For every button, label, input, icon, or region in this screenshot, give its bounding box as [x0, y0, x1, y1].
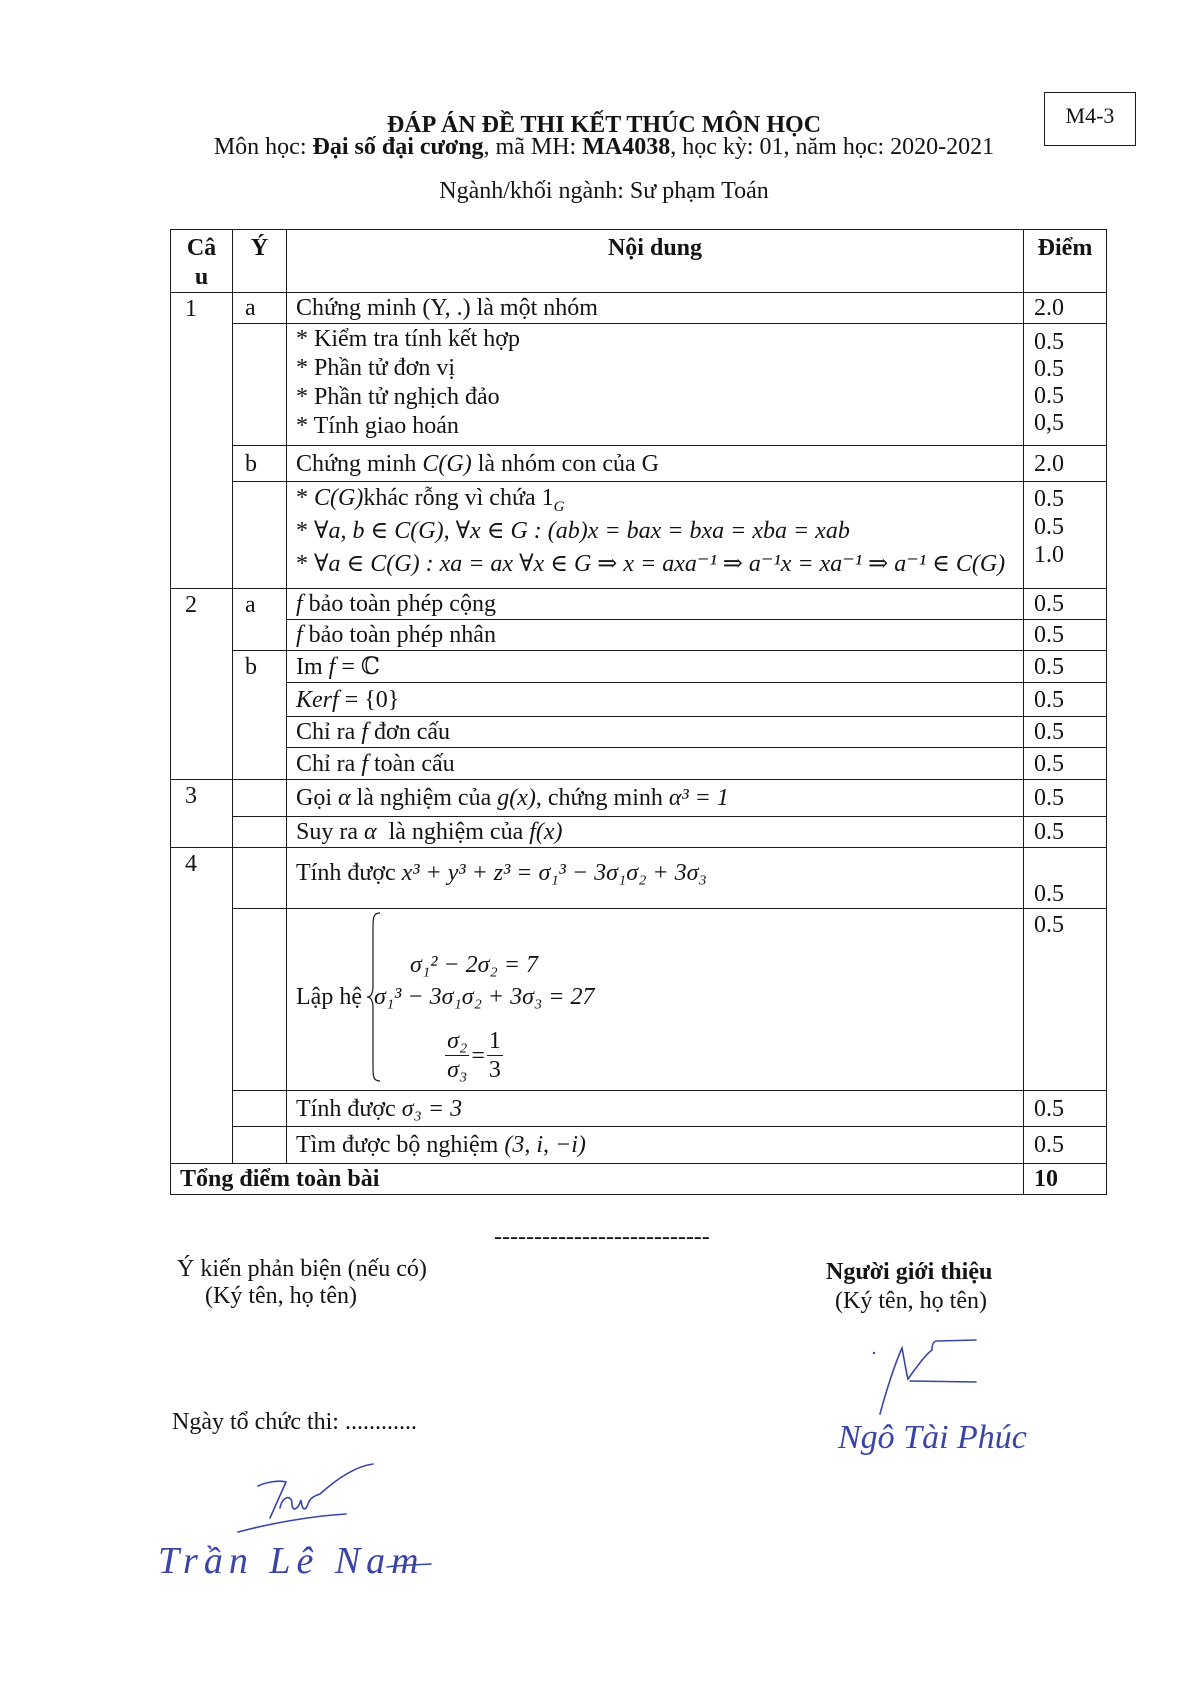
- step-line: * Phần tử đơn vị: [296, 355, 456, 381]
- part-label: b: [233, 446, 287, 482]
- content-cell: Suy ra α là nghiệm của f(x): [287, 817, 1024, 848]
- step-points: 0.5: [1034, 486, 1064, 512]
- table-row: [171, 748, 1107, 780]
- table-row: [171, 293, 1107, 324]
- subject-name: Đại số đại cương: [312, 134, 484, 160]
- step-points: 0,5: [1034, 410, 1064, 436]
- part-label-empty: [233, 482, 287, 589]
- points-cell: 2.0: [1024, 446, 1107, 482]
- reviewer-handwritten-name: Trần Lê Nam: [158, 1540, 425, 1582]
- question-number: 2: [171, 589, 233, 780]
- major-line: Ngành/khối ngành: Sư phạm Toán: [439, 178, 769, 204]
- table-row: [171, 1127, 1107, 1164]
- content-cell-system: [287, 909, 1024, 1091]
- subject-label: Môn học:: [213, 134, 313, 160]
- column-header-question: Câu: [171, 230, 233, 293]
- content-cell: Gọi α là nghiệm của g(x), chứng minh α³ = 1: [287, 780, 1024, 817]
- points-cell: 2.0: [1024, 293, 1107, 324]
- content-cell: Im f = ℂ: [287, 651, 1024, 683]
- part-label: a: [233, 589, 287, 651]
- step-points: 1.0: [1034, 542, 1064, 568]
- question-number: 4: [171, 848, 233, 1164]
- points-cell: 0.5: [1024, 620, 1107, 651]
- column-header-points: Điểm: [1024, 230, 1107, 293]
- part-label-empty: [233, 1127, 287, 1164]
- reviewer-title: Ý kiến phản biện (nếu có): [177, 1256, 427, 1282]
- part-label-empty: [233, 817, 287, 848]
- part-label: b: [233, 651, 287, 780]
- table-row: [171, 482, 1107, 589]
- table-row: [171, 683, 1107, 717]
- content-cell: Chứng minh (Y, .) là một nhóm: [287, 293, 1024, 324]
- question-number: 1: [171, 293, 233, 589]
- term-year: , học kỳ: 01, năm học: 2020-2021: [670, 134, 995, 160]
- part-label-empty: [233, 780, 287, 817]
- question-number: 3: [171, 780, 233, 848]
- exam-date-value: ............: [344, 1409, 417, 1435]
- reviewer-note: (Ký tên, họ tên): [205, 1283, 357, 1309]
- column-header-content: Nội dung: [287, 230, 1024, 293]
- total-label: Tổng điểm toàn bài: [171, 1164, 1024, 1195]
- step-points: 0.5: [1034, 356, 1064, 382]
- table-row: [171, 324, 1107, 446]
- points-cell: [1024, 324, 1107, 446]
- column-header-part: Ý: [233, 230, 287, 293]
- table-row: [171, 780, 1107, 817]
- math-expression: C(G): [422, 450, 472, 477]
- points-cell: 0.5: [1024, 817, 1107, 848]
- points-cell: 0.5: [1024, 848, 1107, 909]
- step-points: 0.5: [1034, 514, 1064, 540]
- step-line: * ∀a, b ∈ C(G), ∀x ∈ G : (ab)x = bax = bxa = xba = xab: [296, 518, 850, 544]
- separator-line: ---------------------------: [494, 1224, 710, 1250]
- table-header-row: [171, 230, 1107, 293]
- course-code: MA4038: [582, 134, 671, 160]
- table-row: [171, 620, 1107, 651]
- points-cell: 0.5: [1024, 748, 1107, 780]
- table-row: [171, 589, 1107, 620]
- table-row: [171, 817, 1107, 848]
- form-code-box: M4-3: [1044, 92, 1136, 146]
- reviewer-signature-icon: [228, 1452, 388, 1542]
- part-label-empty: [233, 324, 287, 446]
- content-cell: Chỉ ra f đơn cấu: [287, 717, 1024, 748]
- system-fraction-equation: $\frac{\text{σ₂}}{\text{σ₃}}$ = $\frac{1}{3}$: [447, 1028, 501, 1083]
- answer-key-table: [170, 229, 1107, 1195]
- content-cell: Chỉ ra f toàn cấu: [287, 748, 1024, 780]
- points-cell: 0.5: [1024, 683, 1107, 717]
- system-equation: σ₁² − 2σ₂ = 7: [410, 952, 538, 978]
- content-cell: Chứng minh C(G) là nhóm con của G: [287, 446, 1024, 482]
- course-code-label: , mã MH:: [483, 134, 583, 160]
- step-line: * Kiểm tra tính kết hợp: [296, 326, 520, 352]
- table-row: [171, 717, 1107, 748]
- exam-date-label: Ngày tổ chức thi:: [172, 1409, 345, 1435]
- points-cell: 0.5: [1024, 651, 1107, 683]
- content-cell: f bảo toàn phép nhân: [287, 620, 1024, 651]
- introducer-signature-icon: [864, 1334, 989, 1419]
- table-row: [171, 848, 1107, 909]
- part-label: a: [233, 293, 287, 324]
- table-row: [171, 651, 1107, 683]
- points-cell: 0.5: [1024, 1127, 1107, 1164]
- part-label-empty: [233, 848, 287, 909]
- introducer-title: Người giới thiệu: [826, 1259, 993, 1285]
- signature-tail-icon: [385, 1555, 435, 1575]
- table-row: [171, 909, 1107, 1091]
- introducer-handwritten-name: Ngô Tài Phúc: [838, 1419, 1027, 1456]
- part-label-empty: [233, 1091, 287, 1127]
- step-line: * C(G)khác rỗng vì chứa $1_G$: [296, 485, 565, 515]
- total-row: [171, 1164, 1107, 1195]
- fraction-right: $\frac{1}{3}$: [488, 1028, 501, 1083]
- points-cell: 0.5: [1024, 909, 1107, 1091]
- content-cell: Tìm được bộ nghiệm (3, i, −i): [287, 1127, 1024, 1164]
- content-cell: [287, 324, 1024, 446]
- equation-system: [296, 909, 1023, 1090]
- content-cell: Kerf = {0}: [287, 683, 1024, 717]
- subject-line: [0, 133, 1191, 161]
- content-cell: [287, 482, 1024, 589]
- step-points: 0.5: [1034, 329, 1064, 355]
- document-title: ĐÁP ÁN ĐỀ THI KẾT THÚC MÔN HỌC: [386, 112, 822, 138]
- step-points: 0.5: [1034, 383, 1064, 409]
- step-line: * Phần tử nghịch đảo: [296, 384, 500, 410]
- step-line: * ∀a ∈ C(G) : xa = ax ∀x ∈ G ⇒ x = axa⁻¹ ⇒ a⁻¹x = xa⁻¹ ⇒ a⁻¹ ∈ C(G): [296, 551, 1006, 577]
- table-row: [171, 446, 1107, 482]
- points-cell: 0.5: [1024, 1091, 1107, 1127]
- points-cell: [1024, 482, 1107, 589]
- system-label: Lập hệ: [296, 984, 362, 1010]
- points-cell: 0.5: [1024, 717, 1107, 748]
- part-label-empty: [233, 909, 287, 1091]
- table-row: [171, 1091, 1107, 1127]
- exam-date: [172, 1408, 417, 1436]
- content-cell: Tính được σ₃ = 3: [287, 1091, 1024, 1127]
- step-line: * Tính giao hoán: [296, 413, 459, 439]
- introducer-note: (Ký tên, họ tên): [835, 1288, 987, 1314]
- points-cell: 0.5: [1024, 589, 1107, 620]
- fraction-left: $\frac{\text{σ₂}}{\text{σ₃}}$: [447, 1028, 468, 1083]
- content-cell: Tính được x³ + y³ + z³ = σ₁³ − 3σ₁σ₂ + 3σ₃: [287, 848, 1024, 909]
- total-points: 10: [1024, 1164, 1107, 1195]
- content-cell: f bảo toàn phép cộng: [287, 589, 1024, 620]
- system-equation: σ₁³ − 3σ₁σ₂ + 3σ₃ = 27: [374, 984, 595, 1010]
- points-cell: 0.5: [1024, 780, 1107, 817]
